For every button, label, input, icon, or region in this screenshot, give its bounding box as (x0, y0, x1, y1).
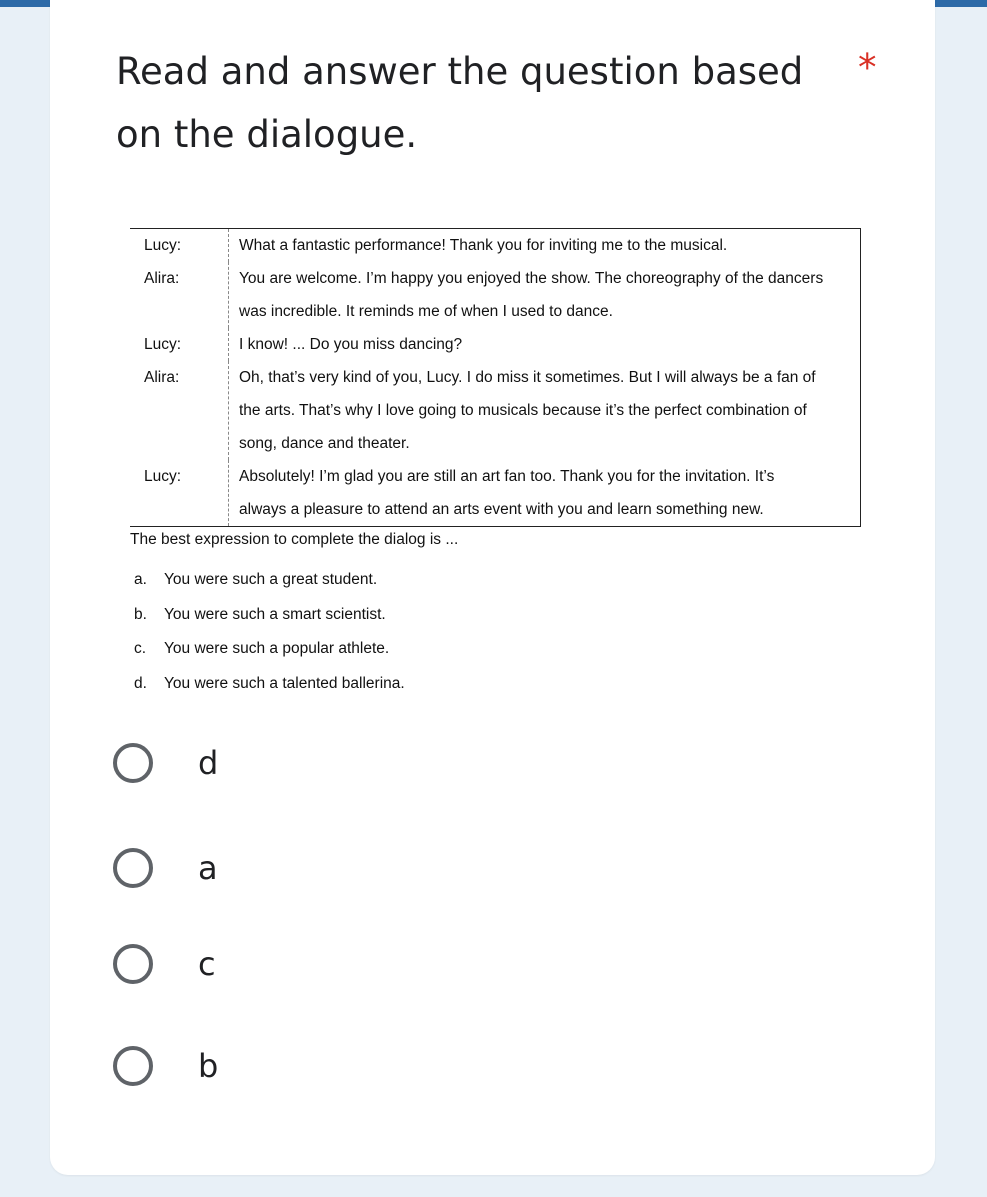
option-letter: a. (134, 571, 147, 589)
dialogue-row (130, 328, 860, 361)
dialogue-line: What a fantastic performance! Thank you for inviting me to the musical. (239, 237, 728, 254)
dialogue-table (130, 228, 861, 527)
option-letter: b. (134, 605, 147, 623)
dialogue-row (130, 262, 860, 328)
option-letter: c. (134, 640, 147, 658)
dialogue-row (130, 460, 860, 526)
radio-button[interactable] (113, 848, 153, 888)
choice-label[interactable]: b (198, 1047, 219, 1085)
radio-button[interactable] (113, 944, 153, 984)
radio-choice-c[interactable] (113, 939, 216, 989)
answer-option (130, 632, 860, 667)
radio-choice-b[interactable] (113, 1041, 218, 1091)
dialogue-line: Absolutely! I’m glad you are still an art fan too. Thank you for the invitation. It’s (239, 468, 775, 485)
question-prompt: The best expression to complete the dialog is ... (130, 531, 459, 548)
choice-label[interactable]: d (198, 744, 219, 782)
dialogue-line: I know! ... Do you miss dancing? (239, 336, 463, 353)
speaker-name: Alira: (144, 270, 180, 287)
radio-button[interactable] (113, 743, 153, 783)
choice-label[interactable]: a (198, 849, 218, 887)
dialogue-line: was incredible. It reminds me of when I used to dance. (239, 303, 613, 320)
dialogue-line: Oh, that’s very kind of you, Lucy. I do miss it sometimes. But I will always be a fan of (239, 369, 816, 386)
dialogue-row (130, 229, 860, 262)
radio-choice-a[interactable] (113, 843, 218, 893)
dialogue-line: always a pleasure to attend an arts event with you and learn something new. (239, 501, 764, 518)
option-letter: d. (134, 674, 147, 692)
speaker-name: Alira: (144, 369, 180, 386)
dialogue-line: the arts. That’s why I love going to musicals because it’s the perfect combination of (239, 402, 807, 419)
answer-option (130, 667, 860, 702)
option-text: You were such a great student. (164, 571, 378, 589)
speaker-name: Lucy: (144, 237, 182, 254)
question-image (130, 228, 860, 717)
speaker-name: Lucy: (144, 468, 182, 485)
option-text: You were such a smart scientist. (164, 605, 386, 623)
radio-button[interactable] (113, 1046, 153, 1086)
option-text: You were such a popular athlete. (164, 640, 390, 658)
answer-options-list (130, 563, 860, 701)
radio-choice-d[interactable] (113, 738, 218, 788)
option-text: You were such a talented ballerina. (164, 674, 405, 692)
answer-option (130, 598, 860, 633)
speaker-name: Lucy: (144, 336, 182, 353)
dialogue-line: song, dance and theater. (239, 435, 410, 452)
dialogue-line: You are welcome. I’m happy you enjoyed the show. The choreography of the dancers (239, 270, 824, 287)
dialogue-row (130, 361, 860, 460)
answer-option (130, 563, 860, 598)
choice-label[interactable]: c (198, 945, 216, 983)
required-asterisk: * (858, 46, 877, 89)
question-title: Read and answer the question based on the dialogue. (116, 50, 804, 156)
